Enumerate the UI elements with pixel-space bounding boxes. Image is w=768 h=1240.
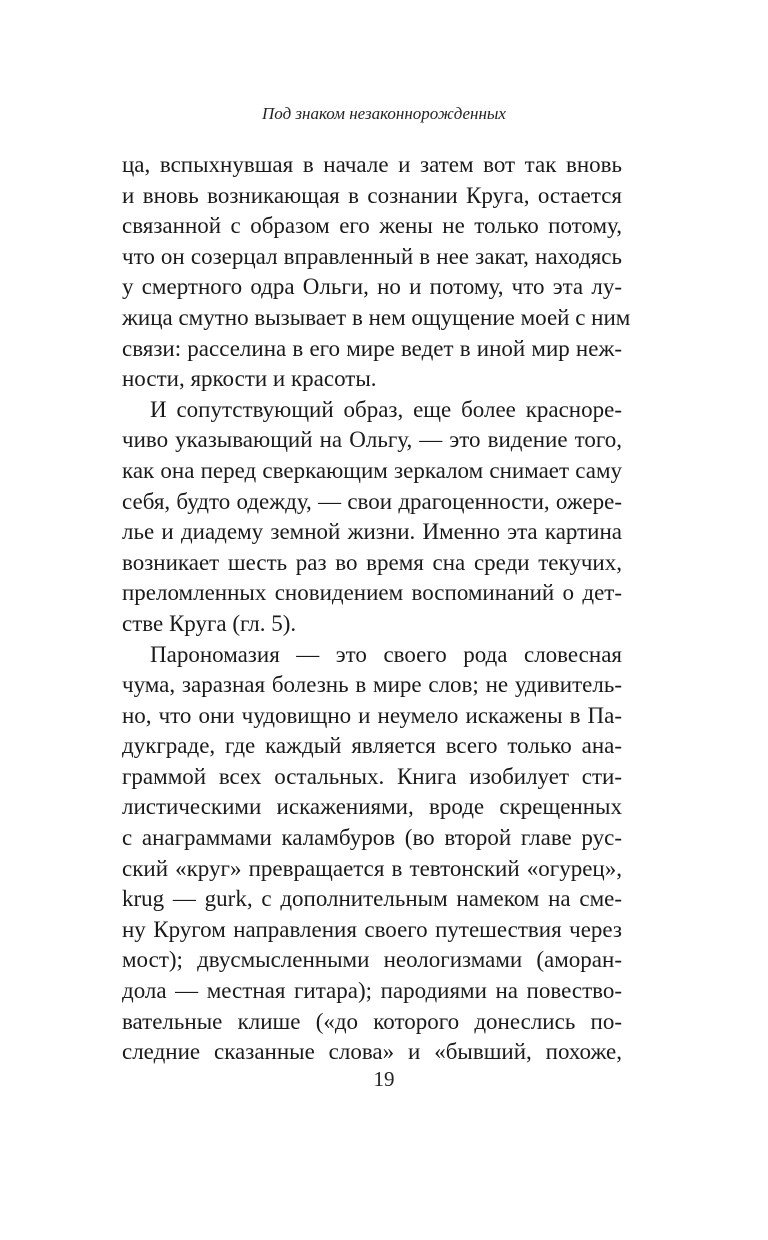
text-line: возникает шесть раз во время сна среди текучих,	[122, 549, 622, 575]
paragraph-start-line: И сопутствующий образ, еще более красноре-	[150, 396, 622, 422]
page-number: 19	[373, 1067, 395, 1091]
text-line: что он созерцал вправленный в нее закат, находясь	[122, 243, 622, 269]
text-line: и вновь возникающая в сознании Круга, остается	[122, 182, 622, 208]
text-line: с анаграммами каламбуров (во второй главе рус-	[122, 825, 622, 851]
text-line: себя, будто одежду, — свои драгоценности, ожере-	[122, 488, 622, 514]
text-line: мост); двусмысленными неологизмами (аморан-	[122, 947, 622, 973]
body-text	[122, 150, 631, 1068]
text-line: связи: расселина в его мире ведет в иной мир неж-	[122, 335, 622, 361]
paragraph-start-line: Парономазия — это своего рода словесная	[150, 641, 622, 667]
paragraph-end-line: стве Круга (гл. 5).	[122, 610, 297, 636]
text-line: дукграде, где каждый является всего только ана-	[122, 733, 622, 759]
text-line: листическими искажениями, вроде скрещенных	[122, 794, 622, 820]
text-line: у смертного одра Ольги, но и потому, что эта лу-	[122, 274, 622, 300]
text-line: krug — gurk, с дополнительным намеком на сме-	[122, 886, 622, 912]
text-line: как она перед сверкающим зеркалом снимает саму	[122, 457, 622, 483]
text-line: ца, вспыхнувшая в начале и затем вот так вновь	[122, 152, 622, 177]
text-line: следние сказанные слова» и «бывший, похоже,	[122, 1039, 622, 1065]
text-line: связанной с образом его жены не только потому,	[122, 213, 622, 239]
text-line: ну Кругом направления своего путешествия через	[122, 916, 622, 942]
text-line: лье и диадему земной жизни. Именно эта картина	[122, 519, 622, 545]
running-header: Под знаком незаконнорожденных	[262, 104, 506, 123]
text-line: ский «круг» превращается в тевтонский «огурец»,	[122, 855, 622, 881]
text-line: граммой всех остальных. Книга изобилует сти-	[122, 763, 622, 789]
text-line: дола — местная гитара); пародиями на повество-	[122, 978, 622, 1004]
text-line: преломленных сновидением воспоминаний о дет-	[122, 580, 622, 606]
text-line: жица смутно вызывает в нем ощущение моей с ним	[122, 304, 631, 330]
paragraph-end-line: ности, яркости и красоты.	[122, 366, 377, 392]
text-line: но, что они чудовищно и неумело искажены в Па-	[122, 702, 622, 728]
text-line: чиво указывающий на Ольгу, — это видение того,	[122, 427, 622, 453]
text-line: вательные клише («до которого донеслись по-	[122, 1008, 622, 1034]
text-line: чума, заразная болезнь в мире слов; не удивитель-	[122, 672, 622, 698]
